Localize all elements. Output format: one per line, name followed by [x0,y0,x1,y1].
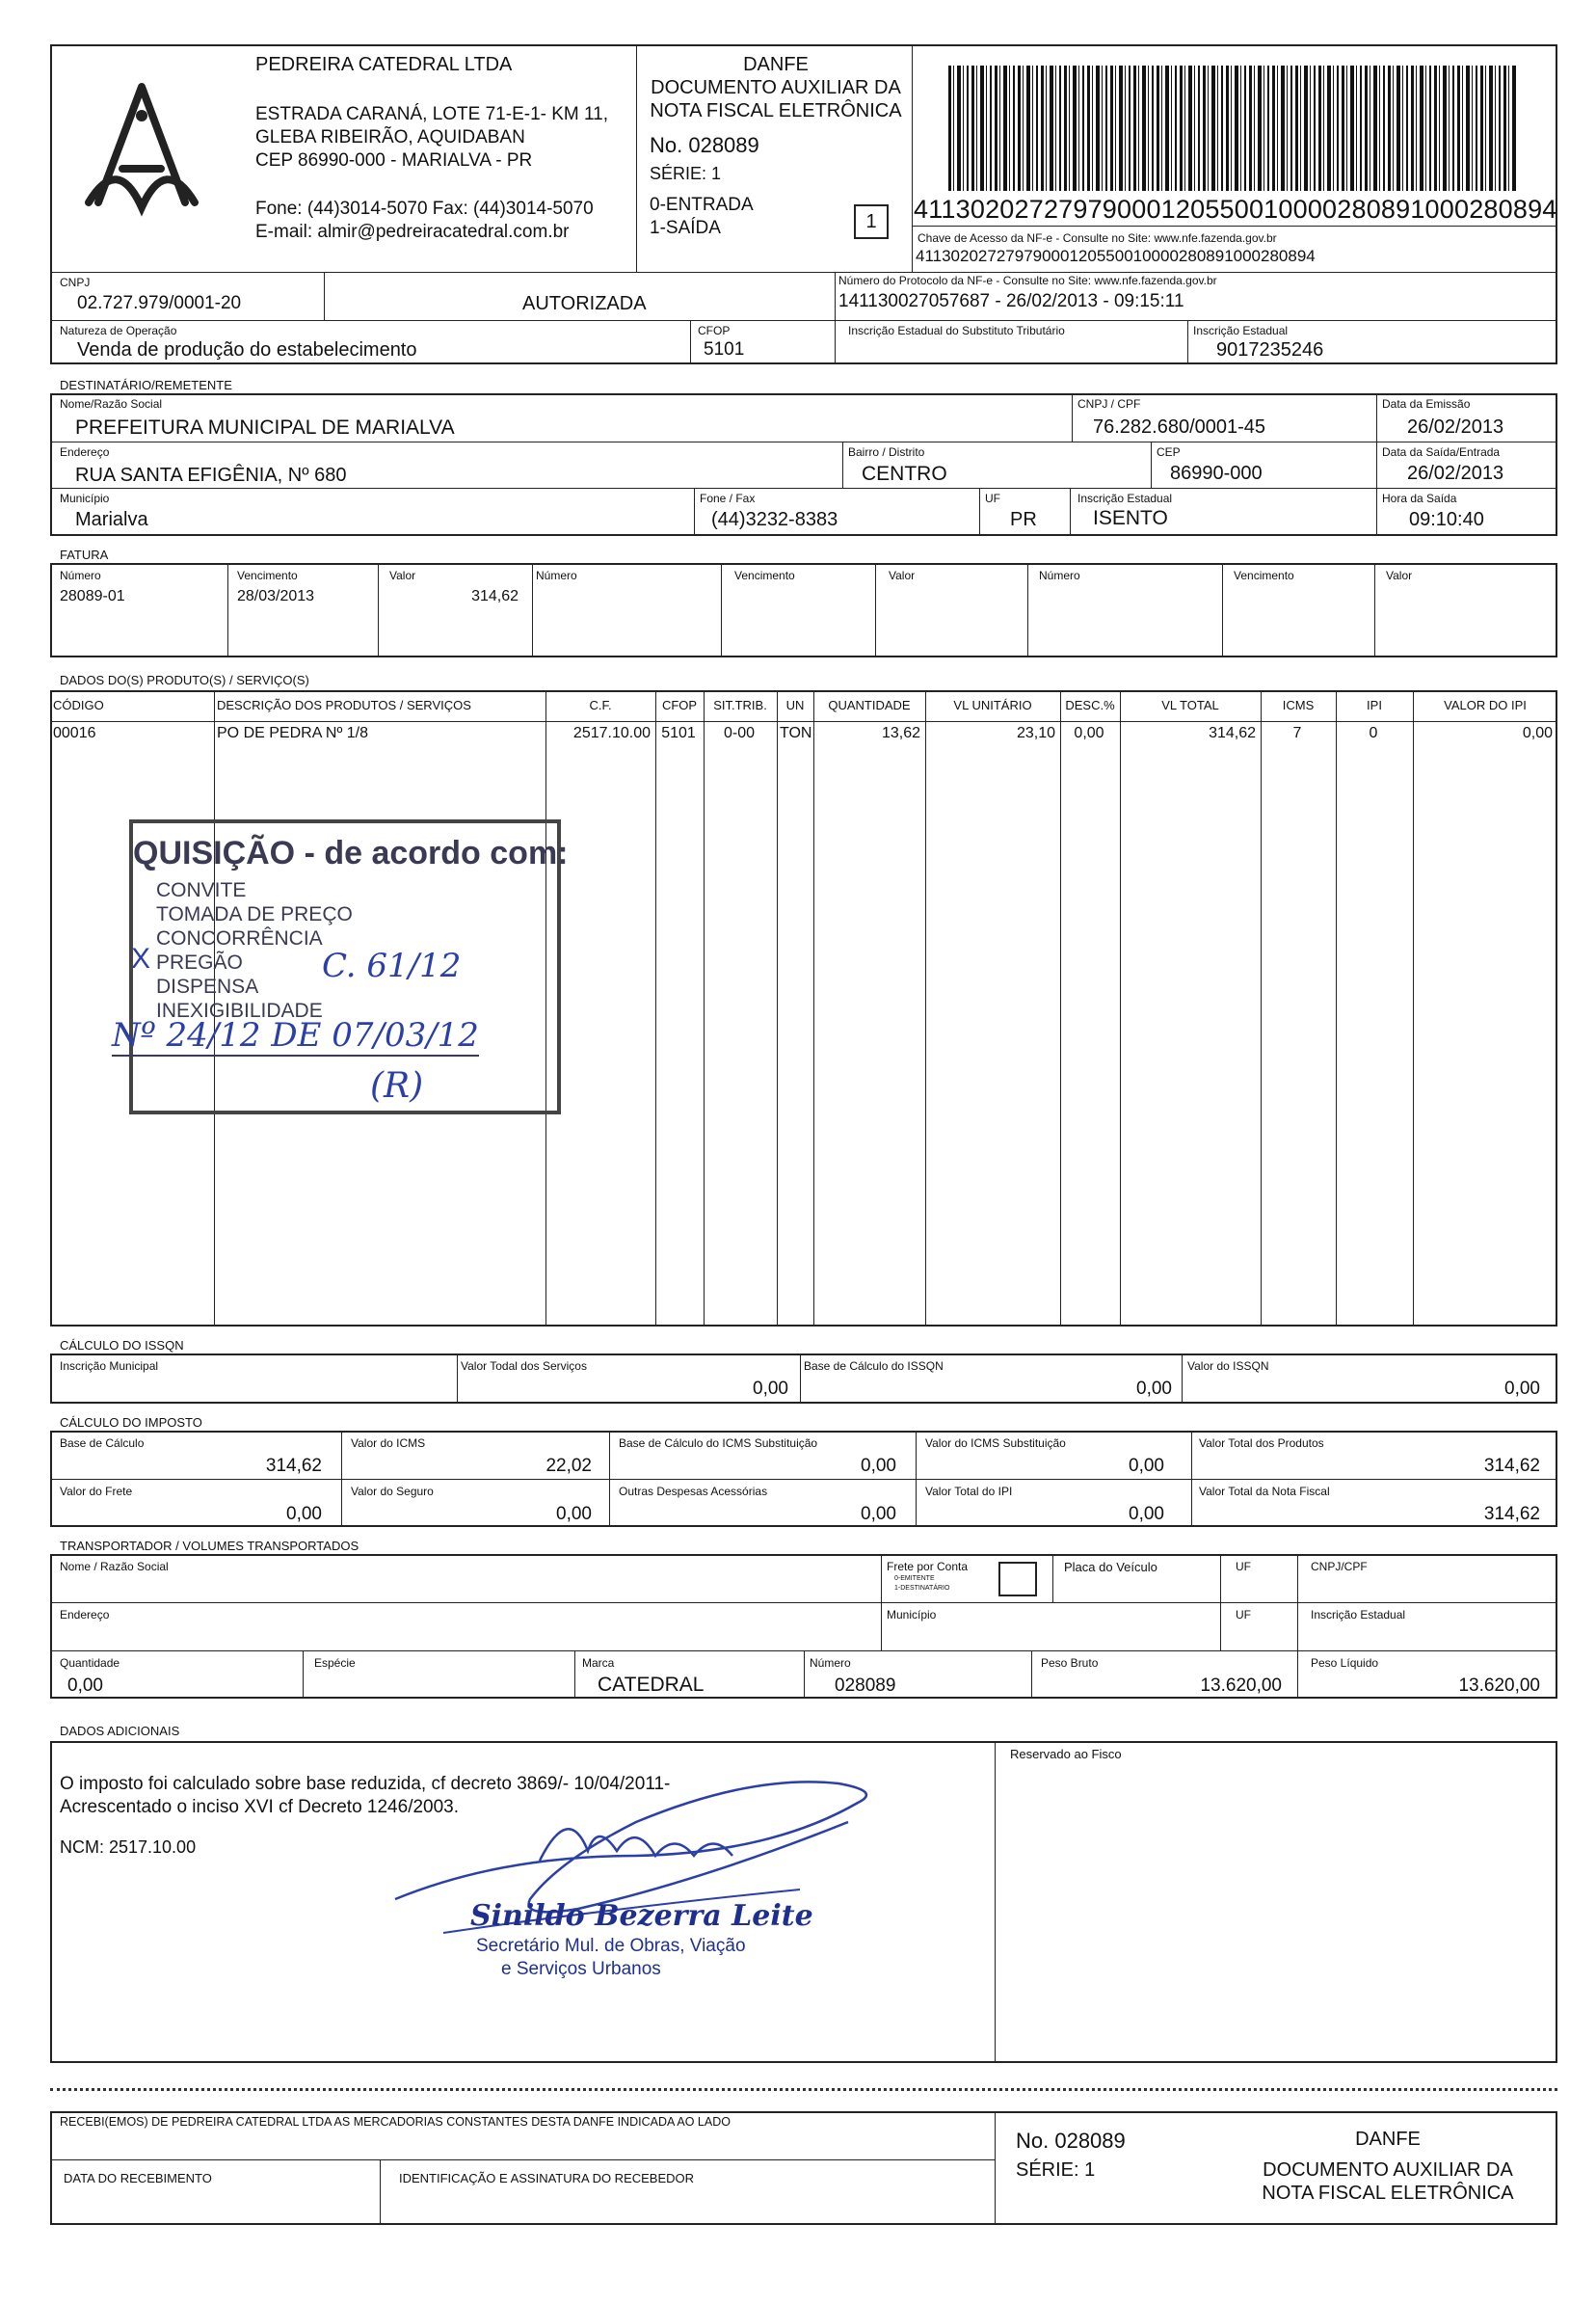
barcode-number: 41130202727979000120550010000280891000280894 [914,195,1557,224]
protocol: 141130027057687 - 26/02/2013 - 09:15:11 [838,291,1184,311]
exit-time: 09:10:40 [1409,509,1484,530]
tax-freight-label: Valor do Frete [60,1485,133,1498]
product-column-divider [1336,690,1337,1327]
product-cell: 2517.10.00 [572,725,651,741]
recipient-cnpj-label: CNPJ / CPF [1077,397,1141,411]
invoice-due: 28/03/2013 [237,588,315,604]
city: Marialva [75,509,148,530]
invoice-number: 28089-01 [60,588,125,604]
product-cell: 00016 [53,725,96,741]
stamp-number-line: Nº 24/12 DE 07/03/12 [112,1016,479,1055]
receipt-series: SÉRIE: 1 [1016,2159,1096,2181]
invoice-due-label-3: Vencimento [1234,569,1294,582]
freight-checkbox[interactable] [998,1562,1037,1596]
issqn-base-label: Base de Cálculo do ISSQN [804,1359,944,1373]
signature-title-1: Secretário Mul. de Obras, Viação [476,1936,746,1956]
exit-date: 26/02/2013 [1407,463,1504,484]
company-address-2: GLEBA RIBEIRÃO, AQUIDABAN [255,127,525,147]
tax-freight: 0,00 [286,1504,322,1524]
district-label: Bairro / Distrito [848,445,925,459]
transport-qty: 0,00 [67,1675,103,1696]
product-cell: 0 [1369,725,1378,741]
tax-base-label: Base de Cálculo [60,1436,145,1450]
recipient-name: PREFEITURA MUNICIPAL DE MARIALVA [75,416,455,439]
product-column-divider [777,690,778,1327]
additional-line1: O imposto foi calculado sobre base reduzida, cf decreto 3869/- 10/04/2011- [60,1774,671,1794]
recipient-phone-label: Fone / Fax [700,492,756,505]
receipt-id-label: IDENTIFICAÇÃO E ASSINATURA DO RECEBEDOR [399,2171,695,2185]
recipient-address: RUA SANTA EFIGÊNIA, Nº 680 [75,465,347,486]
issqn-services-label: Valor Todal dos Serviços [461,1359,587,1373]
invoice-due-label: Vencimento [237,569,298,582]
transport-number-label: Número [810,1656,851,1670]
tax-icms: 22,02 [545,1456,592,1476]
invoice-number-label: Número [60,569,101,582]
additional-ncm: NCM: 2517.10.00 [60,1837,197,1857]
exit-label: 1-SAÍDA [650,218,721,238]
invoice-value-label-3: Valor [1386,569,1413,582]
product-column-header: CFOP [661,698,698,712]
transport-uf2-label: UF [1236,1608,1251,1622]
company-address-3: CEP 86990-000 - MARIALVA - PR [255,150,533,171]
tax-base: 314,62 [265,1456,322,1476]
cep: 86990-000 [1170,463,1263,484]
recipient-ie-label: Inscrição Estadual [1077,492,1173,505]
stamp-item: PREGÃO [156,951,243,974]
acquisition-stamp [112,819,569,1114]
tax-other-label: Outras Despesas Acessórias [619,1485,768,1498]
product-column-divider [925,690,926,1327]
tax-total-label: Valor Total da Nota Fiscal [1199,1485,1330,1498]
signature-name: Sinildo Bezerra Leite [470,1899,813,1933]
transport-net-label: Peso Líquido [1311,1656,1379,1670]
tax-ipi: 0,00 [1129,1504,1164,1524]
issqn-section-title: CÁLCULO DO ISSQN [60,1338,184,1353]
stamp-initials: (R) [370,1066,424,1106]
tax-icms-st-label: Valor do ICMS Substituição [925,1436,1066,1450]
product-column-header: DESCRIÇÃO DOS PRODUTOS / SERVIÇOS [217,698,471,712]
transport-cnpj-label: CNPJ/CPF [1311,1560,1368,1573]
exit-time-label: Hora da Saída [1382,492,1457,505]
emitter-cnpj: 02.727.979/0001-20 [77,293,242,313]
stamp-checkmark: X [131,943,151,975]
emission-date: 26/02/2013 [1407,416,1504,438]
tax-total: 314,62 [1483,1504,1540,1524]
receipt-number: No. 028089 [1016,2129,1126,2153]
stamp-item: CONCORRÊNCIA [156,927,323,950]
product-column-divider [1120,690,1121,1327]
cep-label: CEP [1157,445,1181,459]
cut-line [50,2088,1557,2091]
stamp-item: DISPENSA [156,976,259,998]
transport-brand-label: Marca [582,1656,615,1670]
product-column-divider [704,690,705,1327]
access-key-label: Chave de Acesso da NF-e - Consulte no Site: www.nfe.fazenda.gov.br [918,231,1277,245]
recipient-address-label: Endereço [60,445,110,459]
transport-name-label: Nome / Razão Social [60,1560,169,1573]
invoice-number: No. 028089 [650,133,759,157]
receipt-danfe-sub1: DOCUMENTO AUXILIAR DA [1263,2159,1513,2181]
product-cell: 0-00 [723,725,756,741]
product-cell: 0,00 [1522,725,1553,741]
city-label: Município [60,492,110,505]
freight-opt1: 1-DESTINATÁRIO [894,1585,950,1592]
transport-brand: CATEDRAL [598,1674,705,1696]
tax-base-st-label: Base de Cálculo do ICMS Substituição [619,1436,818,1450]
stamp-title: QUISIÇÃO - de acordo com: [133,835,569,871]
stamp-item: INEXIGIBILIDADE [156,1000,323,1022]
exit-date-label: Data da Saída/Entrada [1382,445,1501,459]
tax-other: 0,00 [861,1504,896,1524]
product-column-header: UN [785,698,805,712]
danfe-sub2: NOTA FISCAL ELETRÔNICA [650,100,902,121]
invoice-number-label-2: Número [536,569,577,582]
invoice-value: 314,62 [471,588,519,604]
transport-address-label: Endereço [60,1608,110,1622]
uf: PR [1010,509,1037,530]
product-column-divider [655,690,656,1327]
product-column-header: ICMS [1282,698,1315,712]
recipient-name-label: Nome/Razão Social [60,397,163,411]
operation-type-box [854,204,889,239]
product-cell: PO DE PEDRA Nº 1/8 [217,725,369,741]
product-column-header: VALOR DO IPI [1444,698,1527,712]
product-cell: 7 [1292,725,1302,741]
receipt-date-label: DATA DO RECEBIMENTO [64,2171,212,2185]
tax-insurance: 0,00 [556,1504,592,1524]
product-column-header: DESC.% [1065,698,1115,712]
company-phone: Fone: (44)3014-5070 Fax: (44)3014-5070 [255,199,594,219]
company-email: E-mail: almir@pedreiracatedral.com.br [255,222,570,242]
emission-label: Data da Emissão [1382,397,1471,411]
product-column-header: CÓDIGO [53,698,104,712]
stamp-item: CONVITE [156,879,247,901]
product-column-divider [1060,690,1061,1327]
district: CENTRO [862,463,947,485]
recipient-cnpj: 76.282.680/0001-45 [1093,416,1266,438]
issqn-value-label: Valor do ISSQN [1187,1359,1269,1373]
issqn-municipal-label: Inscrição Municipal [60,1359,159,1373]
signature-title-2: e Serviços Urbanos [501,1959,661,1979]
transport-ie-label: Inscrição Estadual [1311,1608,1406,1622]
fisco-label: Reservado ao Fisco [1010,1747,1122,1761]
product-column-header: VL TOTAL [1161,698,1219,712]
issqn-value: 0,00 [1504,1379,1540,1399]
issqn-services: 0,00 [753,1379,788,1399]
product-column-header: SIT.TRIB. [713,698,767,712]
recipient-ie: ISENTO [1093,507,1168,529]
product-column-header: VL UNITÁRIO [953,698,1032,712]
transport-gross-label: Peso Bruto [1041,1656,1099,1670]
transport-freight-label: Frete por Conta [887,1560,969,1573]
transport-city-label: Município [887,1608,937,1622]
uf-label: UF [985,492,1000,505]
receipt-header: RECEBI(EMOS) DE PEDREIRA CATEDRAL LTDA AS MERCADORIAS CONSTANTES DESTA DANFE INDICADA AO LADO [60,2115,731,2129]
company-logo-icon [69,77,214,222]
products-section-title: DADOS DO(S) PRODUTO(S) / SERVIÇO(S) [60,673,309,687]
transport-net: 13.620,00 [1458,1675,1540,1696]
company-address-1: ESTRADA CARANÁ, LOTE 71-E-1- KM 11, [255,104,609,124]
receipt-danfe: DANFE [1355,2129,1421,2150]
access-key: 41130202727979000120550010000280891000280894 [916,247,1316,265]
recipient-phone: (44)3232-8383 [711,509,838,530]
product-column-header: C.F. [589,698,612,712]
tax-section-title: CÁLCULO DO IMPOSTO [60,1415,202,1430]
protocol-label: Número do Protocolo da NF-e - Consulte no Site: www.nfe.fazenda.gov.br [838,274,1217,287]
product-column-divider [1413,690,1414,1327]
product-column-header: IPI [1367,698,1382,712]
recipient-section-title: DESTINATÁRIO/REMETENTE [60,378,232,392]
product-cell: 5101 [661,725,696,741]
transport-species-label: Espécie [314,1656,356,1670]
stamp-pregao-number: C. 61/12 [322,947,462,985]
nature-label: Natureza de Operação [60,324,177,337]
tax-total-products: 314,62 [1483,1456,1540,1476]
product-column-divider [1261,690,1262,1327]
receipt-danfe-sub2: NOTA FISCAL ELETRÔNICA [1262,2183,1514,2204]
tax-ipi-label: Valor Total do IPI [925,1485,1013,1498]
transport-plate-label: Placa do Veículo [1064,1560,1157,1574]
ie-label: Inscrição Estadual [1193,324,1289,337]
invoice-due-label-2: Vencimento [734,569,795,582]
invoice-value-label-2: Valor [889,569,916,582]
tax-icms-st: 0,00 [1129,1456,1164,1476]
operation-type-value: 1 [865,211,877,232]
cfop-label: CFOP [698,324,731,337]
danfe-sub1: DOCUMENTO AUXILIAR DA [651,77,901,98]
freight-opt0: 0-EMITENTE [894,1575,935,1582]
company-name: PEDREIRA CATEDRAL LTDA [255,54,513,75]
invoice-value-label: Valor [389,569,416,582]
tax-icms-label: Valor do ICMS [351,1436,426,1450]
transport-section-title: TRANSPORTADOR / VOLUMES TRANSPORTADOS [60,1539,359,1553]
invoice-section-title: FATURA [60,548,109,562]
danfe-title: DANFE [743,54,809,75]
invoice-number-label-3: Número [1039,569,1080,582]
additional-line2: Acrescentado o inciso XVI cf Decreto 1246/2003. [60,1797,460,1817]
issqn-base: 0,00 [1136,1379,1172,1399]
nfe-status: AUTORIZADA [522,293,647,314]
entry-label: 0-ENTRADA [650,195,754,215]
product-column-divider [813,690,814,1327]
additional-section-title: DADOS ADICIONAIS [60,1724,180,1738]
product-cell: 0,00 [1074,725,1104,741]
product-cell: TON [780,725,812,741]
product-cell: 23,10 [1016,725,1055,741]
ie-subst-label: Inscrição Estadual do Substituto Tributário [848,324,1065,337]
ie-value: 9017235246 [1216,339,1324,361]
tax-total-products-label: Valor Total dos Produtos [1199,1436,1324,1450]
product-cell: 314,62 [1209,725,1256,741]
invoice-series: SÉRIE: 1 [650,164,722,183]
cfop-value: 5101 [704,339,745,360]
transport-uf-label: UF [1236,1560,1251,1573]
transport-qty-label: Quantidade [60,1656,120,1670]
cnpj-label: CNPJ [60,276,91,289]
stamp-item: TOMADA DE PREÇO [156,903,353,925]
product-column-header: QUANTIDADE [828,698,911,712]
transport-number: 028089 [835,1675,896,1696]
nature-value: Venda de produção do estabelecimento [77,339,417,361]
tax-base-st: 0,00 [861,1456,896,1476]
product-cell: 13,62 [881,725,920,741]
transport-gross: 13.620,00 [1200,1675,1282,1696]
tax-insurance-label: Valor do Seguro [351,1485,434,1498]
barcode [948,66,1517,191]
